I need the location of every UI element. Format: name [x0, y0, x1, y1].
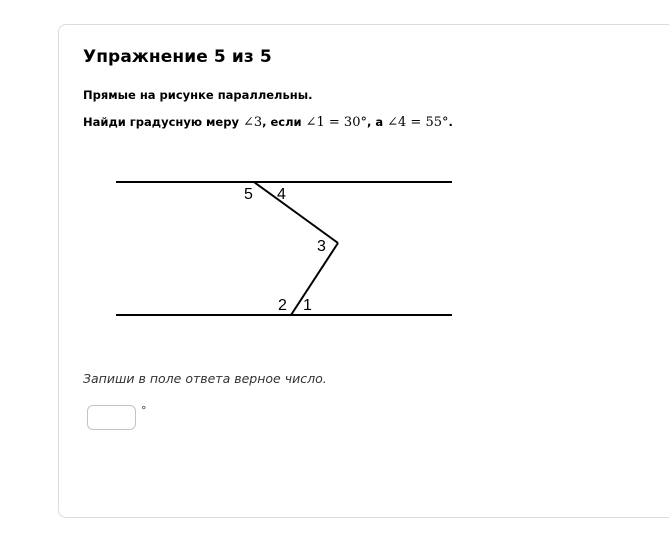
question-prefix: Найди градусную меру: [83, 115, 243, 129]
angle-label-5: 5: [244, 186, 253, 203]
answer-input[interactable]: [87, 405, 136, 430]
given-angle-4: ∠4 = 55°: [387, 115, 449, 130]
upper-transversal: [254, 182, 338, 243]
angle-label-1: 1: [303, 297, 312, 314]
and-word: , а: [366, 115, 388, 129]
angle-label-4: 4: [277, 186, 286, 203]
exercise-title: Упражнение 5 из 5: [83, 47, 272, 67]
period: .: [448, 115, 453, 129]
degree-unit: °: [141, 404, 147, 417]
given-angle-1: ∠1 = 30°: [305, 115, 367, 130]
angle-label-3: 3: [317, 238, 326, 255]
answer-prompt: Запиши в поле ответа верное число.: [83, 371, 327, 386]
target-angle: ∠3: [242, 115, 263, 130]
if-word: , если: [262, 115, 306, 129]
lower-transversal: [291, 243, 338, 315]
statement-parallel-lines: Прямые на рисунке параллельны.: [83, 88, 313, 102]
angle-label-2: 2: [278, 297, 287, 314]
